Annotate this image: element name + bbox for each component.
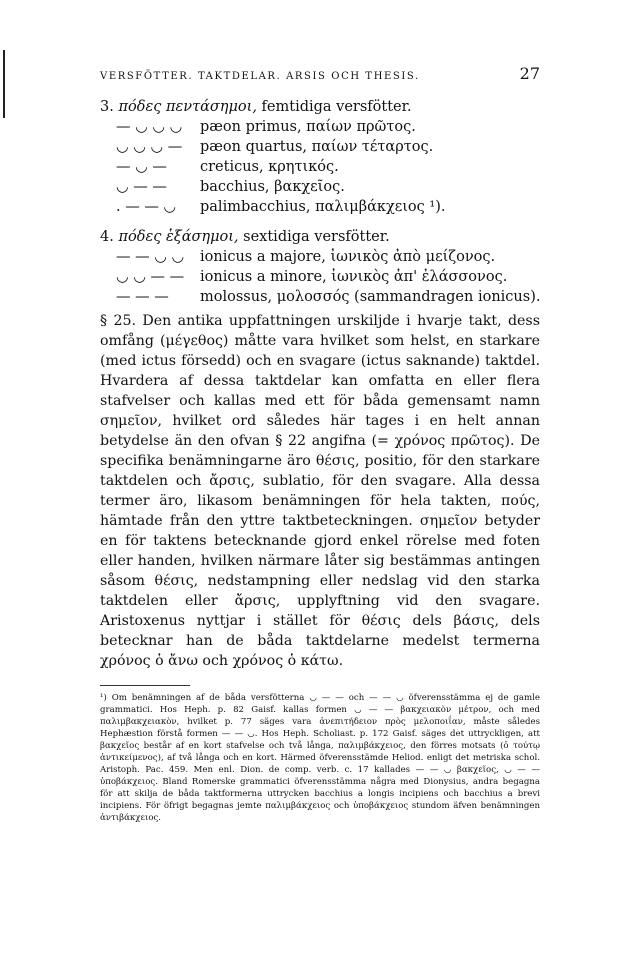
section-heading-text: sextidiga versfötter. [243,229,390,245]
running-header [100,64,540,83]
metrical-pattern: ◡ ◡ — — [116,269,185,285]
foot-description: molossus, μολοσσός (sammandragen ionicus). [200,289,541,305]
foot-description: creticus, κρητικός. [200,159,339,175]
foot-row [100,287,540,307]
foot-description: ionicus a majore, ἰωνικὸς ἀπὸ μείζονος. [200,249,496,265]
metrical-pattern: ◡ — — [116,179,167,195]
running-title: VERSFÖTTER. TAKTDELAR. ARSIS OCH THESIS. [100,71,420,82]
footnote-rule [100,685,190,686]
section-heading [100,97,540,117]
foot-row [100,177,540,197]
foot-row [100,137,540,157]
foot-row [100,117,540,137]
foot-description: ionicus a minore, ἰωνικὸς ἀπ' ἐλάσσονος. [200,269,508,285]
page-number: 27 [519,64,540,83]
body-paragraph [100,311,540,671]
metrical-pattern: — ◡ ◡ ◡ [116,119,183,135]
foot-description: pæon primus, παίων πρῶτος. [200,119,416,135]
foot-row [100,267,540,287]
section-number: 3. [100,99,114,115]
foot-description: palimbacchius, παλιμβάκχειος ¹). [200,199,446,215]
metrical-pattern: ◡ ◡ ◡ — [116,139,183,155]
foot-row [100,197,540,217]
section-number: 4. [100,229,114,245]
metrical-pattern: — — ◡ ◡ [116,249,185,265]
metrical-pattern: — — — [116,289,169,305]
footnote [100,692,540,824]
footnote-text: ¹) Om benämningen af de båda versfötterna ◡ — — och — — ◡ öfverensstämma ej de gamle grammatici. Hos Heph. p. 82 Gaisf. kallas formen ◡ — — βακχειακὸν μέτρον, och med παλιμβακχειακὸν, hvilket p. 77 säges vara ἀνεπιτήδειον πρὸς μελοποιΐαν, måste således Hephæstion förstå formen — — ◡. Hos Heph. Scholiast. p. 172 Gaisf. säges det uttryckligen, att βακχεῖος består af en kort stafvelse och två långa, παλιμβάκχειος, den förres motsats (ὁ τούτῳ ἀντικείμενος), af två långa och en kort. Härmed öfverensstämde Heliod. enligt det metriska schol. Aristoph. Pac. 459. Men enl. Dion. de comp. verb. c. 17 kallades — — ◡ βακχεῖος, ◡ — — ὑποβάκχειος. Bland Romerske grammatici öfverensstämma några med Dionysius, andra begagna för att skilja de båda taktformerna uttrycken bacchius a longis incipiens och bacchius a brevi incipiens. För öfrigt begagnas jemte παλιμβάκχειος och ὑποβάκχειος stundom äfven benämningen ἀντιβάκχειος. [100,693,540,823]
section-heading-greek: πόδες πεντάσημοι, [118,99,257,115]
section-heading-greek: πόδες ἑξάσημοι, [118,229,239,245]
foot-row [100,247,540,267]
paragraph-text: § 25. Den antika uppfattningen urskiljde i hvarje takt, dess omfång (μέγεθος) måtte vara hvilket som helst, en starkare (med ictus försedd) och en svagare (ictus saknande) taktdel. Hvardera af dessa taktdelar kan omfatta en eller flera stafvelser och kallas med ett för båda gemensamt namn σημεῖον, hvilket ord således här tages i en helt annan betydelse än den ofvan § 22 angifna (= χρόνος πρῶτος). De specifika benämningarne äro θέσις, positio, för den starkare taktdelen och ἄρσις, sublatio, för den svagare. Alla dessa termer äro, likasom benämningen för hela takten, πούς, hämtade från den yttre taktbeteckningen. σημεῖον betyder en för taktens betecknande gjord enkel rörelse med foten eller handen, hvilken närmare låter sig bestämmas antingen såsom θέσις, nedstampning eller nedslag vid den starka taktdelen eller ἄρσις, upplyftning vid den svagare. Aristoxenus nyttjar i stället för θέσις dels βάσις, dels betecknar han de båda taktdelarne medelst termerna χρόνος ὁ ἄνω och χρόνος ὁ κάτω. [100,313,540,669]
margin-rule [3,50,5,118]
metrical-pattern: — ◡ — [116,159,167,175]
foot-description: pæon quartus, παίων τέταρτος. [200,139,434,155]
section-heading [100,227,540,247]
page [100,64,540,824]
foot-description: bacchius, βακχεῖος. [200,179,345,195]
foot-row [100,157,540,177]
metrical-pattern: . — — ◡ [116,199,177,215]
section-heading-text: femtidiga versfötter. [261,99,412,115]
